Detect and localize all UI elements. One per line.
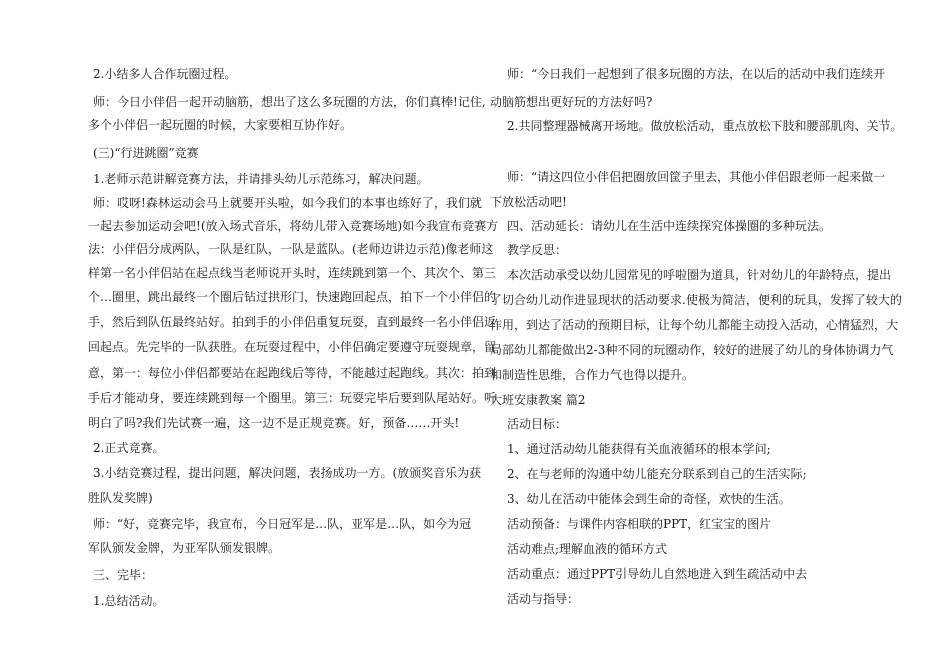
text-line: 军队颁发金牌，为亚军队颁发银牌。 <box>88 541 281 555</box>
text-line: 回起点。先完毕的一队获胜。在玩耍过程中，小伴侣确定要遵守玩耍规章，留 <box>88 340 497 354</box>
text-line: 1.总结活动。 <box>93 594 165 608</box>
text-line: 样第一名小伴侣站在起点线当老师说开头时，连续跳到第一个、其次个、第三 <box>88 266 497 280</box>
text-line: 胜队发奖牌) <box>88 491 153 505</box>
text-line: 多个小伴侣一起玩圈的时候，大家要相互协作好。 <box>88 118 353 132</box>
text-line: 意，第一：每位小伴侣都要站在起跑线后等待，不能越过起跑线。其次：拍到 <box>88 366 497 380</box>
text-line: 个…圈里，跳出最终一个圈后钻过拱形门，快速跑回起点，拍下一个小伴侣的 <box>88 290 497 304</box>
text-line: 明白了吗?我们先试赛一遍，这一边不是正规竞赛。好，预备……开头! <box>88 416 460 430</box>
text-line: 师：“请这四位小伴侣把圈放回筐子里去，其他小伴侣跟老师一起来做一 <box>507 170 886 184</box>
text-line: 和制造性思维，合作力气也得以提升。 <box>490 368 695 382</box>
text-line: 师：哎呀!森林运动会马上就要开头啦，如今我们的本事也练好了，我们就 <box>93 196 482 210</box>
text-line: 一起去参加运动会吧!(放入场式音乐，将幼儿带入竞赛场地)如今我宣布竞赛方 <box>88 219 499 233</box>
text-line: 了切合幼儿动作进显现状的活动要求.使极为简洁，便利的玩具，发挥了较大的 <box>490 293 902 307</box>
text-line: 局部幼儿都能做出2-3种不同的玩圈动作，较好的进展了幼儿的身体协调力气 <box>490 343 894 357</box>
text-line: 手后才能动身，要连续跳到每一个圈里。第三：玩耍完毕后要到队尾站好。听 <box>88 391 497 405</box>
text-line: 3、幼儿在活动中能体会到生命的奇怪，欢快的生活。 <box>507 492 791 506</box>
text-line: 下放松活动吧! <box>490 195 567 209</box>
text-line: 法：小伴侣分成两队，一队是红队，一队是蓝队。(老师边讲边示范)像老师这 <box>88 242 494 256</box>
text-line: 2.共同整理器械离开场地。做放松活动，重点放松下肢和腰部肌肉、关节。 <box>507 119 903 133</box>
text-line: 师：今日小伴侣一起开动脑筋，想出了这么多玩圈的方法，你们真棒!记住, <box>93 95 486 109</box>
text-line: 1、通过活动幼儿能获得有关血液循环的根本学问; <box>507 442 771 456</box>
text-line: 师：“好，竞赛完毕，我宣布，今日冠军是…队，亚军是…队，如今为冠 <box>93 517 472 531</box>
text-line: 活动难点;理解血液的循环方式 <box>507 542 668 556</box>
text-line: 2、在与老师的沟通中幼儿能充分联系到自己的生活实际; <box>507 467 807 481</box>
section-heading: 活动与指导： <box>507 592 580 606</box>
text-line: 动脑筋想出更好玩的方法好吗? <box>490 95 653 109</box>
section-heading: 活动目标： <box>507 417 568 431</box>
section-heading: 三、完毕： <box>93 568 154 582</box>
section-heading: (三)“行进跳圈”竞赛 <box>93 146 199 160</box>
text-line: 本次活动承受以幼儿园常见的呼啦圈为道具，针对幼儿的年龄特点，提出 <box>507 268 892 282</box>
text-line: 2.小结多人合作玩圈过程。 <box>93 67 237 81</box>
text-line: 活动重点：通过PPT引导幼儿自然地进入到生疏活动中去 <box>507 567 808 581</box>
section-heading: 教学反思： <box>507 243 568 257</box>
text-line: 3.小结竞赛过程，提出问题，解决问题，表扬成功一方。(放颁奖音乐为获 <box>93 466 482 480</box>
text-line: 作用，到达了活动的预期目标，让每个幼儿都能主动投入活动，心情猛烈，大 <box>490 318 899 332</box>
text-line: 活动预备：与课件内容相联的PPT，红宝宝的图片 <box>507 517 772 531</box>
text-line: 师：“今日我们一起想到了很多玩圈的方法，在以后的活动中我们连续开 <box>507 67 886 81</box>
text-line: 2.正式竞赛。 <box>93 441 165 455</box>
document-subtitle: 大班安康教案 篇2 <box>490 393 586 407</box>
text-line: 1.老师示范讲解竞赛方法，并请排头幼儿示范练习，解决问题。 <box>93 172 429 186</box>
section-heading: 四、活动延长：请幼儿在生活中连续探究体操圈的多种玩法。 <box>507 219 832 233</box>
text-line: 手，然后到队伍最终站好。拍到手的小伴侣重复玩耍，直到最终一名小伴侣返 <box>88 315 497 329</box>
